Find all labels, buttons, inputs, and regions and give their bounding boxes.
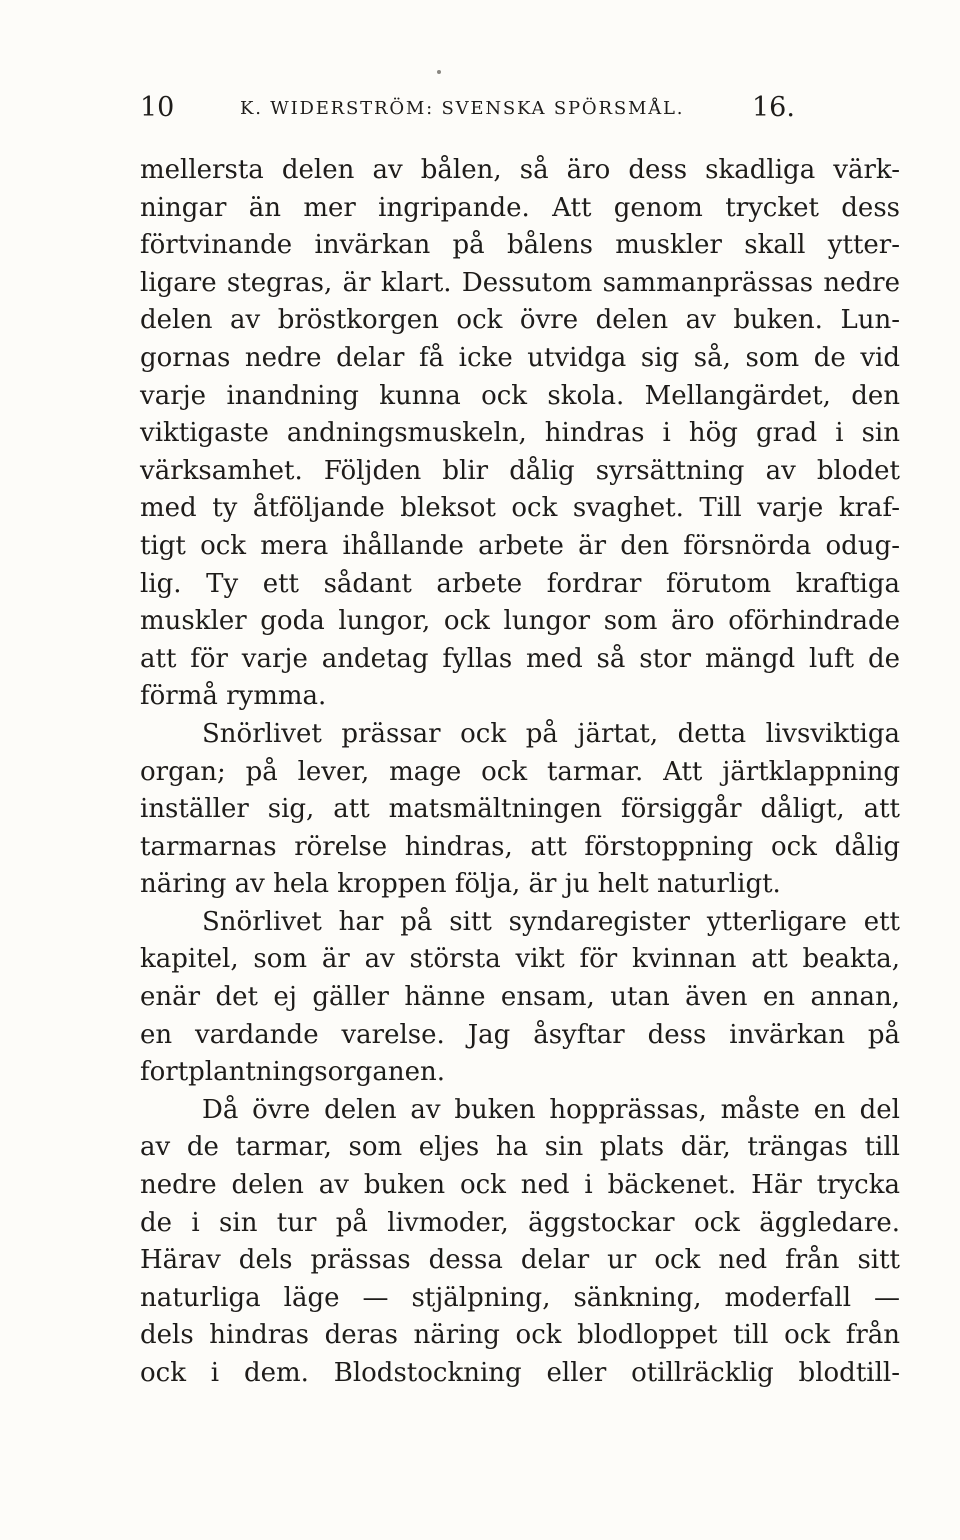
text-line: mellersta delen av bålen, så äro dess skadliga värk-: [140, 155, 900, 185]
text-line: naturliga läge — stjälpning, sänkning, moderfall —: [140, 1282, 900, 1313]
text-line: värksamhet. Följden blir dålig syrsättning av blodet: [140, 455, 900, 486]
paragraph-start-line: Snörlivet prässar ock på järtat, detta livsviktiga: [202, 718, 900, 749]
text-line: varje inandning kunna ock skola. Mellangärdet, den: [140, 380, 900, 411]
text-line: organ; på lever, mage ock tarmar. Att järtklappning: [140, 756, 900, 787]
text-line: fortplantningsorganen.: [140, 1057, 445, 1088]
text-line: näring av hela kroppen följa, är ju helt naturligt.: [140, 869, 781, 900]
running-title: K. WIDERSTRÖM: SVENSKA SPÖRSMÅL.: [240, 98, 685, 119]
page-number: 10: [140, 92, 175, 123]
text-line: Härav dels prässas dessa delar ur ock ned från sitt: [140, 1245, 900, 1276]
text-line: muskler goda lungor, ock lungor som äro oförhindrade: [140, 606, 900, 637]
print-speck: [437, 70, 441, 74]
text-line: med ty åtföljande bleksot ock svaghet. Till varje kraf-: [140, 493, 900, 524]
text-line: delen av bröstkorgen ock övre delen av buken. Lun-: [140, 305, 900, 336]
text-line: förtvinande invärkan på bålens muskler skall ytter-: [140, 230, 900, 261]
text-line: ligare stegras, är klart. Dessutom sammanprässas nedre: [140, 267, 900, 298]
text-line: tarmarnas rörelse hindras, att förstoppning ock dålig: [140, 831, 900, 862]
text-line: viktigaste andningsmuskeln, hindras i hög grad i sin: [140, 418, 900, 449]
text-line: nedre delen av buken ock ned i bäckenet. Här trycka: [140, 1170, 900, 1201]
paragraph-start-line: Då övre delen av buken hopprässas, måste en del: [202, 1094, 900, 1125]
text-line: att för varje andetag fyllas med så stor mängd luft de: [140, 643, 900, 674]
text-line: kapitel, som är av största vikt för kvinnan att beakta,: [140, 944, 900, 975]
text-line: de i sin tur på livmoder, äggstockar ock äggledare.: [140, 1207, 900, 1238]
text-line: ningar än mer ingripande. Att genom trycket dess: [140, 192, 900, 223]
text-line: ock i dem. Blodstockning eller otillräcklig blodtill-: [140, 1358, 900, 1388]
text-line: tigt ock mera ihållande arbete är den försnörda odug-: [140, 530, 900, 561]
text-line: en vardande varelse. Jag åsyftar dess invärkan på: [140, 1019, 900, 1050]
text-line: lig. Ty ett sådant arbete fordrar förutom kraftiga: [140, 568, 900, 599]
paragraph-start-line: Snörlivet har på sitt syndaregister ytterligare ett: [202, 906, 900, 937]
text-line: förmå rymma.: [140, 681, 327, 712]
text-line: av de tarmar, som eljes ha sin plats där, trängas till: [140, 1132, 900, 1163]
page-header: [140, 92, 800, 132]
text-line: dels hindras deras näring ock blodloppet till ock från: [140, 1320, 900, 1351]
section-number: 16.: [752, 92, 795, 123]
text-line: inställer sig, att matsmältningen försiggår dåligt, att: [140, 794, 900, 825]
body-text: [140, 152, 900, 1393]
text-line: gornas nedre delar få icke utvidga sig så, som de vid: [140, 342, 900, 373]
text-line: enär det ej gäller hänne ensam, utan även en annan,: [140, 982, 900, 1013]
